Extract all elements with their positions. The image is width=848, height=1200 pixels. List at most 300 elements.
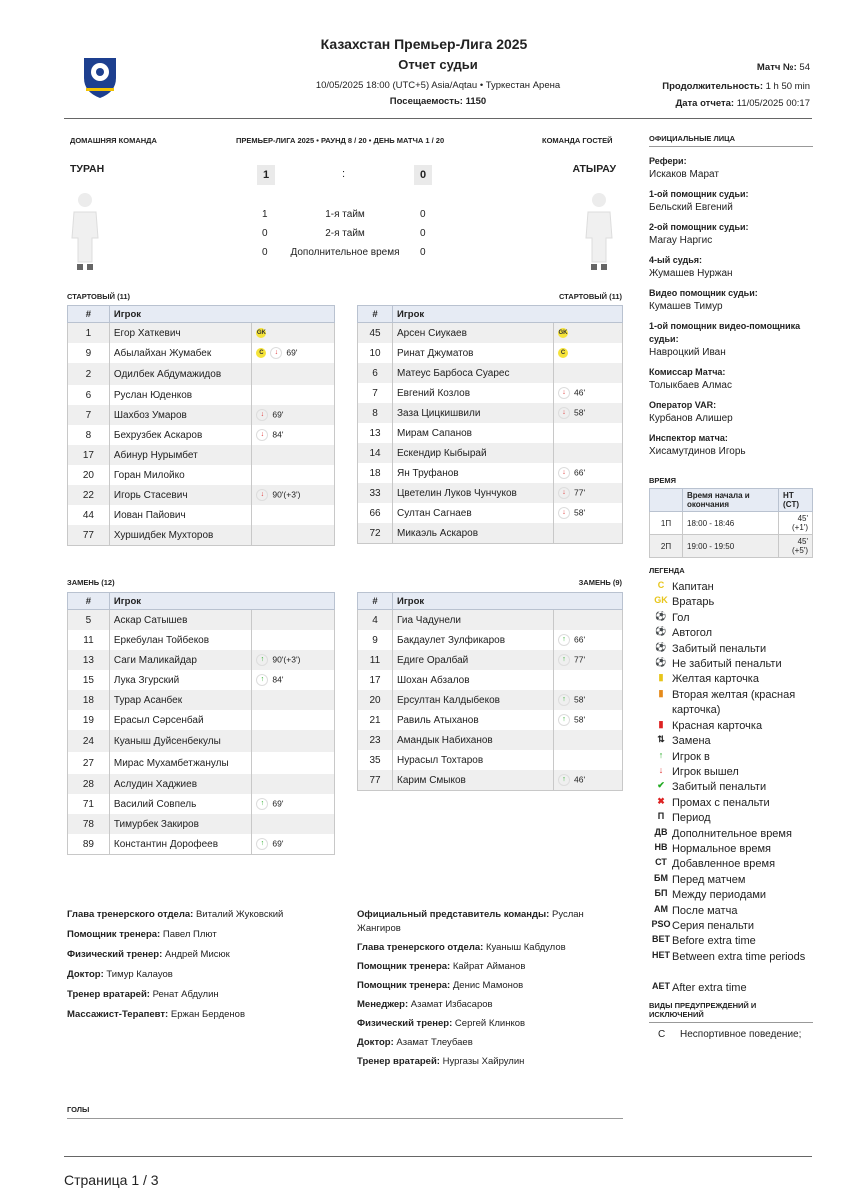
legend-label: Желтая карточка bbox=[672, 673, 759, 686]
staff-name: Кайрат Айманов bbox=[452, 961, 526, 972]
player-name: Амандык Набиханов bbox=[393, 730, 554, 750]
player-in-icon: ↑ bbox=[558, 774, 570, 786]
legend-label: Автогол bbox=[672, 627, 713, 640]
header-divider bbox=[64, 118, 812, 119]
player-in-icon: ↑ bbox=[256, 798, 268, 810]
official-entry bbox=[649, 155, 813, 182]
player-name: Мирас Мухамбетжанулы bbox=[109, 752, 251, 774]
player-name: Султан Сагнаев bbox=[393, 503, 554, 523]
legend-title: ЛЕГЕНДА bbox=[649, 566, 685, 575]
table-row bbox=[68, 610, 335, 631]
staff-entry bbox=[67, 948, 337, 962]
table-row bbox=[68, 834, 335, 855]
legend-icon: GK bbox=[654, 595, 668, 606]
player-in-icon: ↑ bbox=[256, 654, 268, 666]
player-number: 18 bbox=[358, 463, 393, 483]
legend-label: Период bbox=[672, 812, 711, 825]
player-number: 2 bbox=[68, 363, 110, 385]
player-events bbox=[554, 750, 623, 770]
player-name: Аскар Сатышев bbox=[109, 610, 251, 631]
staff-entry bbox=[357, 1017, 607, 1031]
player-events bbox=[252, 752, 335, 774]
player-number: 33 bbox=[358, 483, 393, 503]
legend-label: Не забитый пенальти bbox=[672, 658, 782, 670]
staff-name: Андрей Мисюк bbox=[164, 949, 230, 960]
official-role: 1-ой помощник видео-помощника судьи: bbox=[649, 321, 801, 344]
period-1-label: 1-я тайм bbox=[325, 209, 365, 220]
player-events bbox=[554, 503, 623, 523]
official-entry bbox=[649, 254, 813, 281]
official-name: Бельский Евгений bbox=[649, 202, 733, 213]
player-events bbox=[554, 343, 623, 363]
legend-item bbox=[650, 780, 812, 795]
table-row bbox=[358, 323, 623, 344]
staff-name: Азамат Избасаров bbox=[410, 999, 493, 1010]
player-name: Нурасыл Тохтаров bbox=[393, 750, 554, 770]
player-name: Евгений Козлов bbox=[393, 383, 554, 403]
table-row bbox=[358, 443, 623, 463]
player-name: Игорь Стасевич bbox=[109, 485, 251, 505]
player-events bbox=[554, 730, 623, 750]
player-events bbox=[554, 610, 623, 631]
warnings-divider bbox=[649, 1022, 813, 1023]
table-row bbox=[358, 363, 623, 383]
staff-role: Доктор: bbox=[357, 1037, 394, 1048]
player-events bbox=[554, 483, 623, 503]
player-number: 77 bbox=[358, 770, 393, 791]
warnings-title: ВИДЫ ПРЕДУПРЕЖДЕНИЙ И ИСКЛЮЧЕНИЙ bbox=[649, 1001, 757, 1019]
time-range: 18:00 - 18:46 bbox=[683, 512, 779, 535]
legend-icon: БМ bbox=[654, 872, 668, 883]
player-events bbox=[554, 523, 623, 544]
player-number: 15 bbox=[68, 670, 110, 690]
player-number: 4 bbox=[358, 610, 393, 631]
legend-item bbox=[650, 950, 812, 965]
sub-time: 69' bbox=[272, 838, 284, 849]
table-row bbox=[358, 750, 623, 770]
staff-entry bbox=[357, 1055, 607, 1069]
page-number: Страница 1 / 3 bbox=[64, 1172, 159, 1188]
table-row bbox=[358, 403, 623, 423]
sub-time: 84' bbox=[272, 429, 284, 440]
legend-icon: C bbox=[657, 580, 665, 590]
player-events bbox=[554, 670, 623, 690]
player-number: 8 bbox=[68, 425, 110, 445]
time-col-time: Время начала и окончания bbox=[683, 489, 779, 512]
home-team-name: ТУРАН bbox=[70, 163, 105, 175]
staff-name: Азамат Тлеубаев bbox=[396, 1037, 473, 1048]
sub-time: 58' bbox=[574, 694, 586, 705]
player-number: 21 bbox=[358, 710, 393, 730]
footer-divider bbox=[64, 1156, 812, 1157]
home-score: 1 bbox=[257, 165, 275, 185]
player-name: Шохан Абзалов bbox=[393, 670, 554, 690]
player-name: Руслан Юденков bbox=[109, 385, 251, 405]
sub-time: 90'(+3') bbox=[272, 654, 301, 665]
player-events bbox=[554, 383, 623, 403]
time-table bbox=[649, 488, 813, 558]
legend-item bbox=[650, 672, 812, 687]
time-row bbox=[650, 512, 813, 535]
player-name: Арсен Сиукаев bbox=[393, 323, 554, 344]
player-events bbox=[252, 385, 335, 405]
home-staff bbox=[67, 908, 337, 1028]
player-number: 13 bbox=[358, 423, 393, 443]
player-name: Карим Смыков bbox=[393, 770, 554, 791]
table-row bbox=[358, 503, 623, 523]
staff-entry bbox=[67, 968, 337, 982]
legend-label: After extra time bbox=[672, 981, 747, 994]
officials-title: ОФИЦИАЛЬНЫЕ ЛИЦА bbox=[649, 134, 736, 143]
col-player-header: Игрок bbox=[393, 306, 623, 323]
legend-label: Добавленное время bbox=[672, 858, 776, 871]
legend-label: Игрок в bbox=[672, 750, 710, 763]
official-role: Инспектор матча: bbox=[649, 433, 728, 443]
player-number: 7 bbox=[68, 405, 110, 425]
legend-icon: HET bbox=[652, 949, 670, 960]
player-number: 13 bbox=[68, 650, 110, 670]
legend-icon: ⚽ bbox=[655, 641, 667, 652]
legend-label: Перед матчем bbox=[672, 873, 746, 886]
player-name: Константин Дорофеев bbox=[109, 834, 251, 855]
player-events bbox=[252, 670, 335, 690]
officials-list bbox=[649, 155, 813, 465]
player-number: 8 bbox=[358, 403, 393, 423]
table-row bbox=[68, 385, 335, 405]
official-name: Магау Наргис bbox=[649, 235, 713, 246]
legend-item bbox=[650, 919, 812, 934]
official-entry bbox=[649, 320, 813, 360]
official-entry bbox=[649, 432, 813, 459]
player-events bbox=[252, 774, 335, 794]
col-player-header: Игрок bbox=[393, 593, 623, 610]
col-num-header: # bbox=[358, 306, 393, 323]
legend-item bbox=[650, 750, 812, 765]
attendance: Посещаемость: 1150 bbox=[389, 96, 487, 107]
player-number: 1 bbox=[68, 323, 110, 344]
player-events bbox=[554, 423, 623, 443]
player-number: 14 bbox=[358, 443, 393, 463]
player-number: 18 bbox=[68, 690, 110, 710]
player-events bbox=[252, 445, 335, 465]
table-row bbox=[68, 690, 335, 710]
staff-entry bbox=[357, 941, 607, 955]
official-role: Оператор VAR: bbox=[649, 400, 717, 410]
player-name: Аслудин Хаджиев bbox=[109, 774, 251, 794]
period-2-label: 2-я тайм bbox=[325, 228, 365, 239]
time-ht: 45' (+1') bbox=[779, 512, 813, 535]
table-row bbox=[68, 710, 335, 730]
table-row bbox=[68, 630, 335, 650]
table-row bbox=[68, 650, 335, 670]
official-entry bbox=[649, 221, 813, 248]
player-events bbox=[554, 630, 623, 650]
sub-time: 58' bbox=[574, 714, 586, 725]
time-range: 19:00 - 19:50 bbox=[683, 535, 779, 558]
table-row bbox=[358, 690, 623, 710]
col-num-header: # bbox=[68, 306, 110, 323]
legend-item bbox=[650, 734, 812, 749]
sub-time: 66' bbox=[574, 634, 586, 645]
away-starting-table bbox=[357, 305, 623, 544]
legend-item bbox=[650, 981, 812, 996]
table-row bbox=[68, 343, 335, 363]
staff-role: Помощник тренера: bbox=[357, 980, 451, 991]
away-team-label: КОМАНДА ГОСТЕЙ bbox=[542, 136, 613, 145]
player-name: Абинур Нурымбет bbox=[109, 445, 251, 465]
table-row bbox=[358, 770, 623, 791]
legend-label: После матча bbox=[672, 904, 738, 917]
legend-label: Между периодами bbox=[672, 889, 767, 902]
player-name: Хуршидбек Мухторов bbox=[109, 525, 251, 546]
staff-name: Павел Плют bbox=[162, 929, 217, 940]
legend-item bbox=[650, 765, 812, 780]
player-events bbox=[252, 610, 335, 631]
legend-icon: ✖ bbox=[657, 795, 665, 806]
home-subs-table bbox=[67, 592, 335, 855]
player-events bbox=[554, 690, 623, 710]
player-name: Ринат Джуматов bbox=[393, 343, 554, 363]
player-number: 23 bbox=[358, 730, 393, 750]
round-label: ПРЕМЬЕР-ЛИГА 2025 • РАУНД 8 / 20 • ДЕНЬ МАТЧА 1 / 20 bbox=[236, 136, 445, 145]
table-row bbox=[358, 423, 623, 443]
player-number: 20 bbox=[68, 465, 110, 485]
staff-name: Виталий Жуковский bbox=[195, 909, 284, 920]
player-events bbox=[252, 343, 335, 363]
staff-role: Помощник тренера: bbox=[67, 929, 161, 940]
legend-item bbox=[650, 934, 812, 949]
staff-name: Куаныш Кабдулов bbox=[485, 942, 566, 953]
table-row bbox=[68, 425, 335, 445]
legend-item bbox=[650, 595, 812, 610]
staff-entry bbox=[357, 960, 607, 974]
table-row bbox=[68, 363, 335, 385]
home-sub-label: ЗАМЕНЬ (12) bbox=[67, 578, 115, 587]
legend-icon: ↑ bbox=[658, 749, 664, 760]
match-number: Матч №: 54 bbox=[756, 62, 810, 73]
table-row bbox=[358, 730, 623, 750]
player-name: Еркебулан Тойбеков bbox=[109, 630, 251, 650]
goalkeeper-icon: GK bbox=[256, 330, 266, 337]
staff-name: Ержан Берденов bbox=[170, 1009, 245, 1020]
legend-item bbox=[650, 857, 812, 872]
official-role: 4-ый судья: bbox=[649, 255, 703, 265]
table-row bbox=[358, 710, 623, 730]
table-row bbox=[68, 323, 335, 344]
away-subs-table bbox=[357, 592, 623, 791]
player-name: Шахбоз Умаров bbox=[109, 405, 251, 425]
player-number: 11 bbox=[358, 650, 393, 670]
legend-label: Красная карточка bbox=[672, 719, 763, 732]
player-name: Лука Згурский bbox=[109, 670, 251, 690]
player-number: 19 bbox=[68, 710, 110, 730]
player-number: 9 bbox=[68, 343, 110, 363]
player-in-icon: ↑ bbox=[256, 838, 268, 850]
match-duration: Продолжительность: 1 h 50 min bbox=[662, 81, 810, 92]
col-player-header: Игрок bbox=[109, 593, 334, 610]
player-name: Едиге Оралбай bbox=[393, 650, 554, 670]
time-period: 2П bbox=[650, 535, 683, 558]
warning-label: Неспортивное поведение; bbox=[680, 1029, 802, 1040]
player-out-icon: ↓ bbox=[256, 429, 268, 441]
time-title: ВРЕМЯ bbox=[649, 476, 677, 485]
player-events bbox=[554, 363, 623, 383]
table-row bbox=[68, 774, 335, 794]
legend-label: Замена bbox=[672, 735, 711, 748]
legend-label: Гол bbox=[672, 611, 690, 624]
time-row bbox=[650, 535, 813, 558]
player-out-icon: ↓ bbox=[270, 347, 282, 359]
legend-label: Вторая желтая (красная карточка) bbox=[672, 688, 796, 716]
legend-label: Капитан bbox=[672, 581, 714, 593]
officials-divider bbox=[649, 146, 813, 147]
player-name: Ескендир Кыбырай bbox=[393, 443, 554, 463]
staff-role: Глава тренерского отдела: bbox=[357, 942, 484, 953]
staff-role: Менеджер: bbox=[357, 999, 409, 1010]
legend-label: Забитый пенальти bbox=[672, 781, 767, 794]
staff-name: Руслан Жангиров bbox=[357, 909, 584, 934]
table-row bbox=[358, 463, 623, 483]
player-name: Ерсултан Калдыбеков bbox=[393, 690, 554, 710]
player-out-icon: ↓ bbox=[558, 507, 570, 519]
staff-role: Тренер вратарей: bbox=[357, 1056, 440, 1067]
captain-icon: C bbox=[256, 348, 266, 358]
player-name: Микаэль Аскаров bbox=[393, 523, 554, 544]
legend-item bbox=[650, 626, 812, 641]
table-row bbox=[68, 730, 335, 752]
warning-code: C bbox=[658, 1029, 666, 1040]
player-number: 6 bbox=[68, 385, 110, 405]
player-number: 35 bbox=[358, 750, 393, 770]
legend-item bbox=[650, 873, 812, 888]
player-events bbox=[252, 814, 335, 834]
table-row bbox=[358, 343, 623, 363]
player-in-icon: ↑ bbox=[558, 634, 570, 646]
legend-icon: ✔ bbox=[657, 780, 665, 791]
player-number: 45 bbox=[358, 323, 393, 344]
time-period: 1П bbox=[650, 512, 683, 535]
player-events bbox=[252, 405, 335, 425]
player-events bbox=[252, 650, 335, 670]
official-name: Толыкбаев Алмас bbox=[649, 380, 732, 391]
player-name: Матеус Барбоса Суарес bbox=[393, 363, 554, 383]
table-row bbox=[358, 670, 623, 690]
player-number: 6 bbox=[358, 363, 393, 383]
sub-time: 69' bbox=[286, 347, 298, 358]
player-events bbox=[554, 443, 623, 463]
table-row bbox=[68, 525, 335, 546]
staff-entry bbox=[357, 1036, 607, 1050]
period-extra-home: 0 bbox=[262, 247, 268, 258]
staff-entry bbox=[357, 998, 607, 1012]
sub-time: 77' bbox=[574, 487, 586, 498]
legend-item bbox=[650, 580, 812, 595]
player-events bbox=[252, 710, 335, 730]
legend-label: Вратарь bbox=[672, 596, 715, 609]
legend-icon: АМ bbox=[654, 903, 668, 914]
staff-entry bbox=[67, 1008, 337, 1022]
legend-label: Игрок вышел bbox=[672, 766, 739, 778]
legend-label: Between extra time periods bbox=[672, 950, 806, 963]
player-number: 89 bbox=[68, 834, 110, 855]
player-name: Гиа Чадунели bbox=[393, 610, 554, 631]
player-name: Саги Маликайдар bbox=[109, 650, 251, 670]
player-events bbox=[554, 323, 623, 344]
legend-icon: ▮ bbox=[658, 718, 664, 729]
legend-item bbox=[650, 842, 812, 857]
period-1-away: 0 bbox=[420, 209, 426, 220]
official-entry bbox=[649, 287, 813, 314]
home-starting-table bbox=[67, 305, 335, 546]
player-events bbox=[554, 403, 623, 423]
official-entry bbox=[649, 366, 813, 393]
sub-time: 77' bbox=[574, 654, 586, 665]
legend-icon: ▮ bbox=[658, 687, 664, 698]
table-header-row bbox=[358, 306, 623, 323]
legend-item bbox=[650, 827, 812, 842]
player-events bbox=[252, 730, 335, 752]
player-number: 9 bbox=[358, 630, 393, 650]
player-number: 27 bbox=[68, 752, 110, 774]
sub-time: 58' bbox=[574, 507, 586, 518]
home-team-label: ДОМАШНЯЯ КОМАНДА bbox=[70, 136, 157, 145]
player-in-icon: ↑ bbox=[558, 714, 570, 726]
player-number: 28 bbox=[68, 774, 110, 794]
legend-item bbox=[650, 796, 812, 811]
player-name: Ян Труфанов bbox=[393, 463, 554, 483]
period-extra-label: Дополнительное время bbox=[290, 247, 400, 258]
legend-item bbox=[650, 657, 812, 672]
player-events bbox=[554, 710, 623, 730]
player-events bbox=[554, 770, 623, 791]
home-kit-icon bbox=[70, 190, 100, 279]
player-name: Цветелин Луков Чунчуков bbox=[393, 483, 554, 503]
staff-role: Помощник тренера: bbox=[357, 961, 451, 972]
page-subtitle: Отчет судьи bbox=[398, 57, 478, 72]
staff-entry bbox=[67, 928, 337, 942]
legend-item bbox=[650, 688, 812, 718]
player-events bbox=[252, 690, 335, 710]
time-col-period bbox=[650, 489, 683, 512]
sub-time: 84' bbox=[272, 674, 284, 685]
legend-icon: AET bbox=[652, 980, 670, 991]
table-row bbox=[68, 670, 335, 690]
player-out-icon: ↓ bbox=[558, 387, 570, 399]
player-name: Егор Хаткевич bbox=[109, 323, 251, 344]
official-name: Курбанов Алишер bbox=[649, 413, 733, 424]
player-name: Одилбек Абдумажидов bbox=[109, 363, 251, 385]
staff-role: Глава тренерского отдела: bbox=[67, 909, 194, 920]
official-role: Видео помощник судьи: bbox=[649, 288, 758, 298]
sub-time: 69' bbox=[272, 409, 284, 420]
legend-label: Промах с пенальти bbox=[672, 796, 770, 809]
player-out-icon: ↓ bbox=[256, 409, 268, 421]
goals-divider bbox=[67, 1118, 623, 1119]
away-score: 0 bbox=[414, 165, 432, 185]
legend-item bbox=[650, 719, 812, 734]
table-header-row bbox=[68, 306, 335, 323]
time-col-ht: HT (CT) bbox=[779, 489, 813, 512]
sub-time: 46' bbox=[574, 387, 586, 398]
table-row bbox=[358, 650, 623, 670]
home-start-label: СТАРТОВЫЙ (11) bbox=[67, 292, 131, 301]
player-name: Бакдаулет Зулфикаров bbox=[393, 630, 554, 650]
official-entry bbox=[649, 399, 813, 426]
staff-name: Тимур Калауов bbox=[106, 969, 173, 980]
table-row bbox=[358, 383, 623, 403]
legend-icon: П bbox=[657, 811, 665, 822]
official-name: Искаков Марат bbox=[649, 169, 719, 180]
